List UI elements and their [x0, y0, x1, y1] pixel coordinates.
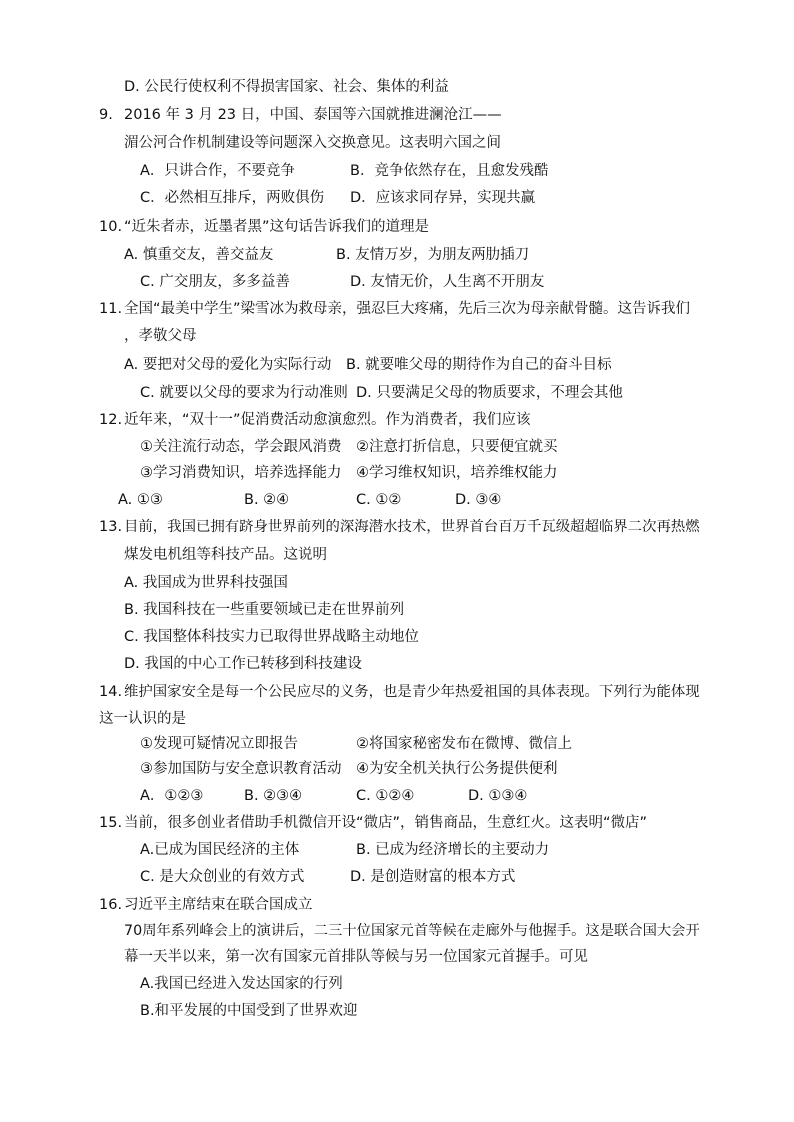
q10-option-a: A. 慎重交友，善交益友	[124, 247, 274, 263]
q12-option-b: B. ②④	[244, 492, 290, 508]
q10-stem: “近朱者赤，近墨者黑”这句话告诉我们的道理是	[124, 219, 430, 235]
q12-option-d: D. ③④	[455, 492, 502, 508]
q13-option-d: D. 我国的中心工作已转移到科技建设	[124, 656, 362, 672]
q14-option-c: C. ①②④	[356, 788, 415, 804]
q10-number: 10.	[99, 219, 123, 235]
q12-statement-4: ④学习维权知识，培养维权能力	[356, 465, 558, 481]
q14-statement-1: ①发现可疑情况立即报告	[140, 736, 298, 752]
q14-stem-line1: 维护国家安全是每一个公民应尽的义务，也是青少年热爱祖国的具体表现。下列行为能体现	[124, 684, 700, 700]
q11-option-b: B. 就要唯父母的期待作为自己的奋斗目标	[346, 357, 612, 373]
q15-option-b: B. 已成为经济增长的主要动力	[356, 842, 550, 858]
q12-number: 12.	[99, 412, 123, 428]
q14-number: 14.	[99, 684, 123, 700]
q9-option-c: C．必然相互排斥，两败俱伤	[140, 190, 325, 206]
q11-option-a: A. 要把对父母的爱化为实际行动	[124, 357, 332, 373]
q16-option-a: A.我国已经进入发达国家的行列	[140, 976, 343, 992]
q16-option-b: B.和平发展的中国受到了世界欢迎	[140, 1003, 358, 1019]
q12-statement-2: ②注意打折信息，只要便宜就买	[356, 439, 558, 455]
q13-option-c: C. 我国整体科技实力已取得世界战略主动地位	[124, 629, 419, 645]
q16-stem-line1: 习近平主席结束在联合国成立	[124, 897, 313, 913]
q15-option-d: D. 是创造财富的根本方式	[350, 869, 516, 885]
q15-stem: 当前，很多创业者借助手机微信开设“微店”，销售商品，生意红火。这表明“微店”	[124, 815, 648, 831]
q11-stem-line1: 全国“最美中学生”梁雪冰为救母亲，强忍巨大疼痛，先后三次为母亲献骨髓。这告诉我们	[124, 301, 691, 317]
q13-option-a: A. 我国成为世界科技强国	[124, 575, 288, 591]
q14-stem-line2: 这一认识的是	[99, 711, 186, 727]
q15-option-c: C. 是大众创业的有效方式	[140, 869, 305, 885]
q11-stem-line2: ，孝敬父母	[124, 328, 197, 344]
q10-option-b: B. 友情万岁，为朋友两肋插刀	[336, 247, 530, 263]
q16-number: 16.	[99, 897, 123, 913]
q9-option-b: B．竞争依然存在，且愈发残酷	[350, 163, 549, 179]
q10-option-d: D. 友情无价，人生离不开朋友	[350, 274, 545, 290]
q8-option-d: D. 公民行使权利不得损害国家、社会、集体的利益	[124, 79, 449, 95]
q9-stem-line1: 2016 年 3 月 23 日，中国、泰国等六国就推进澜沧江——	[124, 107, 502, 123]
q12-option-c: C. ①②	[356, 492, 402, 508]
q12-statement-1: ①关注流行动态，学会跟风消费	[140, 439, 342, 455]
q10-option-c: C. 广交朋友，多多益善	[140, 274, 290, 290]
q12-option-a: A. ①③	[118, 492, 163, 508]
q14-option-d: D. ①③④	[468, 788, 528, 804]
q9-option-a: A．只讲合作，不要竞争	[140, 163, 295, 179]
q14-statement-2: ②将国家秘密发布在微博、微信上	[356, 736, 572, 752]
q14-statement-3: ③参加国防与安全意识教育活动	[140, 761, 342, 777]
q11-option-c: C. 就要以父母的要求为行动准则	[140, 385, 348, 401]
q13-stem-line2: 煤发电机组等科技产品。这说明	[124, 547, 327, 563]
q15-number: 15.	[99, 815, 123, 831]
q9-number: 9.	[99, 107, 113, 123]
q12-stem: 近年来，“双十一”促消费活动愈演愈烈。作为消费者，我们应该	[124, 412, 531, 428]
q16-stem-line2: 70周年系列峰会上的演讲后，二三十位国家元首等候在走廊外与他握手。这是联合国大会开	[124, 923, 700, 939]
q9-stem-line2: 湄公河合作机制建设等问题深入交换意见。这表明六国之间	[124, 135, 501, 151]
q16-stem-line3: 幕一天半以来，第一次有国家元首排队等候与另一位国家元首握手。可见	[124, 949, 588, 965]
q13-stem-line1: 目前，我国已拥有跻身世界前列的深海潜水技术，世界首台百万千瓦级超超临界二次再热燃	[124, 519, 700, 535]
q15-option-a: A.已成为国民经济的主体	[140, 842, 300, 858]
q12-statement-3: ③学习消费知识，培养选择能力	[140, 465, 342, 481]
q14-option-a: A．①②③	[140, 788, 204, 804]
q11-number: 11.	[99, 301, 123, 317]
q14-option-b: B. ②③④	[244, 788, 303, 804]
q13-number: 13.	[99, 519, 123, 535]
q9-option-d: D．应该求同存异，实现共赢	[350, 190, 536, 206]
q11-option-d: D. 只要满足父母的物质要求，不理会其他	[356, 385, 623, 401]
q14-statement-4: ④为安全机关执行公务提供便利	[356, 761, 558, 777]
q13-option-b: B. 我国科技在一些重要领域已走在世界前列	[124, 602, 405, 618]
